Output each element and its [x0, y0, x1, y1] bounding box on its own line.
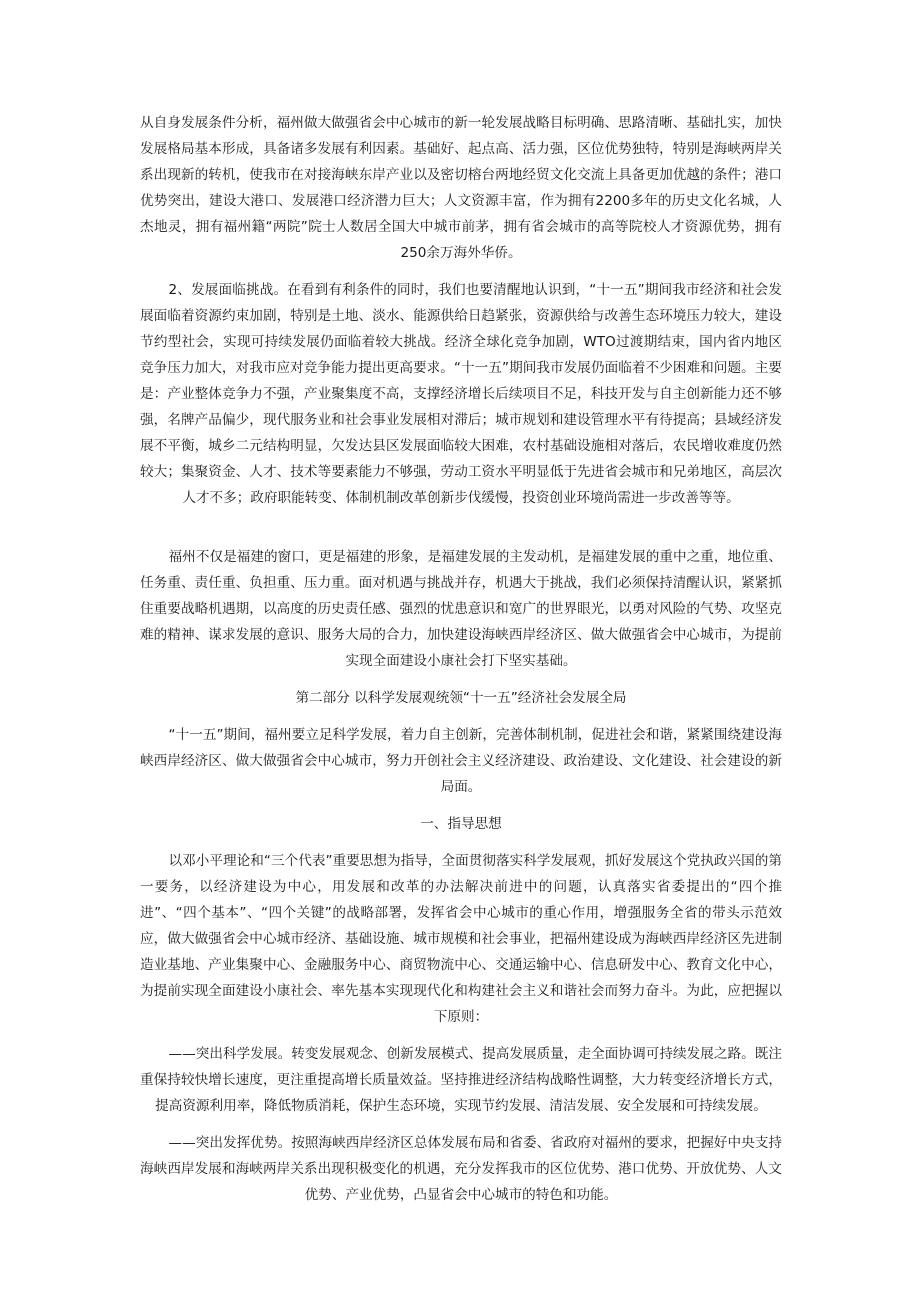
paragraph-fuzhou-role: 福州不仅是福建的窗口，更是福建的形象，是福建发展的主发动机，是福建发展的重中之重，地位重、任务重、责任重、负担重、压力重。面对机遇与挑战并存，机遇大于挑战，我们必须保持清醒认识，紧紧抓住重要战略机遇期，以高度的历史责任感、强烈的忧患意识和宽广的世界眼光，以勇对风险的气势、攻坚克难的精神、谋求发展的意识、服务大局的合力，加快建设海峡西岸经济区、做大做强省会中心城市，为提前实现全面建设小康社会打下坚实基础。 — [140, 549, 782, 669]
document-page — [140, 110, 782, 1208]
paragraph-eleventh-five-year: “十一五”期间，福州要立足科学发展，着力自主创新，完善体制机制，促进社会和谐，紧紧围绕建设海峡西岸经济区、做大做强省会中心城市，努力开创社会主义经济建设、政治建设、文化建设、社会建设的新局面。 — [140, 727, 782, 795]
paragraph-development-challenges: 2、发展面临挑战。在看到有利条件的同时，我们也要清醒地认识到，“十一五”期间我市经济和社会发展面临着资源约束加剧，特别是土地、淡水、能源供给日趋紧张，资源供给与改善生态环境压力较大，建设节约型社会，实现可持续发展仍面临着较大挑战。经济全球化竞争加剧，WTO过渡期结束，国内省内地区竞争压力加大，对我市应对竞争能力提出更高要求。“十一五”期间我市发展仍面临着不少困难和问题。主要是：产业整体竞争力不强，产业聚集度不高，支撑经济增长后续项目不足，科技开发与自主创新能力还不够强，名牌产品偏少，现代服务业和社会事业发展相对滞后；城市规划和建设管理水平有待提高；县域经济发展不平衡，城乡二元结构明显，欠发达县区发展面临较大困难，农村基础设施相对落后，农民增收难度仍然较大；集聚资金、人才、技术等要素能力不够强，劳动工资水平明显低于先进省会城市和兄弟地区，高层次人才不多；政府职能转变、体制机制改革创新步伐缓慢，投资创业环境尚需进一步改善等等。 — [140, 282, 782, 506]
paragraph-development-conditions: 从自身发展条件分析，福州做大做强省会中心城市的新一轮发展战略目标明确、思路清晰、基础扎实，加快发展格局基本形成，具备诸多发展有利因素。基础好、起点高、活力强，区位优势独特，特别是海峡两岸关系出现新的转机，使我市在对接海峡东岸产业以及密切榕台两地经贸文化交流上具备更加优越的条件；港口优势突出，建设大港口、发展港口经济潜力巨大；人文资源丰富，作为拥有2200多年的历史文化名城，人杰地灵，拥有福州籍“两院”院士人数居全国大中城市前茅，拥有省会城市的高等院校人才资源优势，拥有250余万海外华侨。 — [140, 115, 782, 261]
paragraph-guiding-ideology: 以邓小平理论和“三个代表”重要思想为指导，全面贯彻落实科学发展观，抓好发展这个党执政兴国的第一要务，以经济建设为中心，用发展和改革的办法解决前进中的问题，认真落实省委提出的“四个推进”、“四个基本”、“四个关键”的战略部署，发挥省会中心城市的重心作用，增强服务全省的带头示范效应，做大做强省会中心城市经济、基础设施、城市规模和社会事业，把福州建设成为海峡西岸经济区先进制造业基地、产业集聚中心、金融服务中心、商贸物流中心、交通运输中心、信息研发中心、教育文化中心，为提前实现全面建设小康社会、率先基本实现现代化和构建社会主义和谐社会而努力奋斗。为此，应把握以下原则： — [140, 853, 782, 1025]
subheading-guiding-ideology: 一、指导思想 — [420, 816, 502, 832]
paragraph-leverage-advantages: ——突出发挥优势。按照海峡西岸经济区总体发展布局和省委、省政府对福州的要求，把握好中央支持海峡西岸发展和海峡两岸关系出现积极变化的机遇，充分发挥我市的区位优势、港口优势、开放优势、人文优势、产业优势，凸显省会中心城市的特色和功能。 — [140, 1135, 782, 1203]
section-heading-part-two: 第二部分 以科学发展观统领“十一五”经济社会发展全局 — [295, 690, 627, 706]
paragraph-scientific-development: ——突出科学发展。转变发展观念、创新发展模式、提高发展质量，走全面协调可持续发展之路。既注重保持较快增长速度，更注重提高增长质量效益。坚持推进经济结构战略性调整，大力转变经济增长方式，提高资源利用率，降低物质消耗，保护生态环境，实现节约发展、清洁发展、安全发展和可持续发展。 — [140, 1046, 782, 1114]
